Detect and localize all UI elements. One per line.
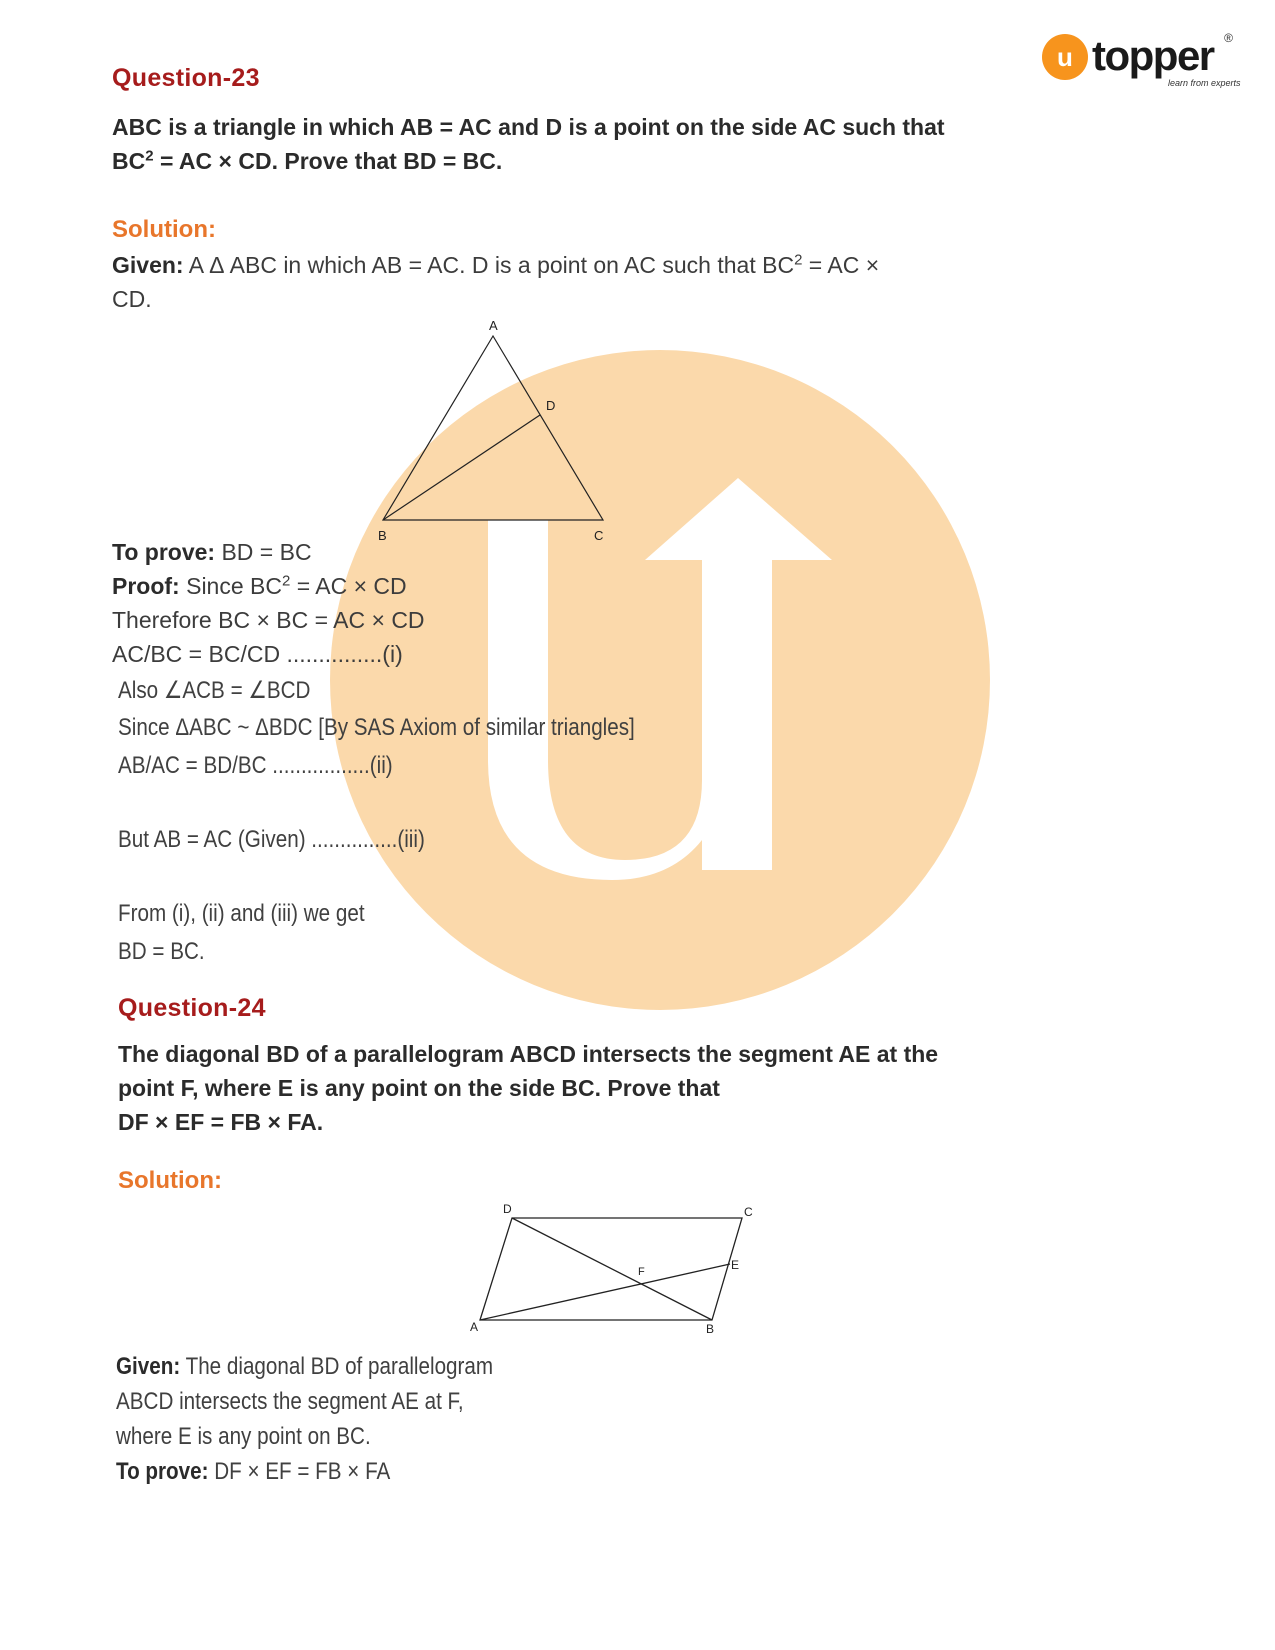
proof-line: Therefore BC × BC = AC × CD — [112, 607, 425, 633]
proof-line-result: BD = BC. — [118, 938, 205, 965]
proof-line-from: From (i), (ii) and (iii) we get — [118, 900, 365, 927]
solution-24-label: Solution: — [118, 1167, 222, 1194]
vertex-a-label: A — [470, 1320, 479, 1334]
diagonal-bd — [512, 1218, 712, 1320]
statement-line: point F, where E is any point on the side BC. Prove that — [118, 1075, 720, 1101]
proof-line-but: But AB = AC (Given) ...............(iii) — [118, 826, 425, 853]
proof-line-ab-ac: AB/AC = BD/BC .................(ii) — [118, 752, 393, 779]
given-label: Given: — [112, 252, 184, 278]
proof-line-since: Since ΔABC ~ ΔBDC [By SAS Axiom of similar triangles] — [118, 714, 635, 741]
point-e-label: E — [731, 1258, 740, 1272]
svg-text:u: u — [1057, 42, 1073, 72]
to-prove-24: To prove: DF × EF = FB × FA — [116, 1458, 391, 1485]
given-24-line2: ABCD intersects the segment AE at F, — [116, 1388, 464, 1415]
proof-line: AC/BC = BC/CD ...............(i) — [112, 641, 403, 667]
segment-ae — [480, 1264, 730, 1320]
brand-logo-text: topper — [1092, 32, 1214, 79]
vertex-a-label: A — [489, 318, 498, 333]
question-23-title: Question-23 — [112, 64, 260, 92]
segment-bd — [383, 415, 540, 520]
proof-line-also: Also ∠ACB = ∠BCD — [118, 677, 311, 704]
svg-text:®: ® — [1224, 31, 1233, 45]
statement-line: DF × EF = FB × FA. — [118, 1109, 324, 1135]
vertex-b-label: B — [706, 1322, 715, 1336]
question-23-statement — [112, 110, 1072, 178]
proof-label: Proof: — [112, 573, 180, 599]
triangle-figure — [360, 310, 620, 545]
given-23: Given: A Δ ABC in which AB = AC. D is a point on AC such that $BC^2$ = AC × CD. — [112, 251, 880, 312]
triangle-abc — [383, 336, 603, 520]
solution-23-label: Solution: — [112, 216, 216, 243]
point-d-label: D — [546, 398, 556, 413]
to-prove-label: To prove: — [112, 539, 216, 565]
point-f-label: F — [638, 1266, 645, 1278]
vertex-c-label: C — [594, 528, 604, 543]
statement-line: The diagonal BD of a parallelogram ABCD intersects the segment AE at the — [118, 1041, 939, 1067]
question-24-statement — [118, 1037, 1078, 1139]
vertex-d-label: D — [503, 1202, 512, 1216]
given-24-line3: where E is any point on BC. — [116, 1423, 371, 1450]
brand-tagline: learn from experts — [1168, 78, 1241, 88]
statement-line: ABC is a triangle in which AB = AC and D is a point on the side AC such that — [112, 114, 945, 140]
vertex-c-label: C — [744, 1205, 753, 1219]
parallelogram-figure — [470, 1200, 780, 1345]
given-24-line1: Given: The diagonal BD of parallelogram — [116, 1353, 494, 1380]
brand-logo — [1040, 30, 1240, 92]
vertex-b-label: B — [378, 528, 387, 543]
statement-line: $BC^2$ = AC × CD. Prove that BD = BC. — [112, 147, 503, 174]
question-24-title: Question-24 — [118, 994, 266, 1022]
proof-23-block: To prove: BD = BC Proof: Since $BC^2$ = AC × CD Therefore BC × BC = AC × CD AC/BC = BC/CD ...............(i) — [112, 535, 812, 671]
